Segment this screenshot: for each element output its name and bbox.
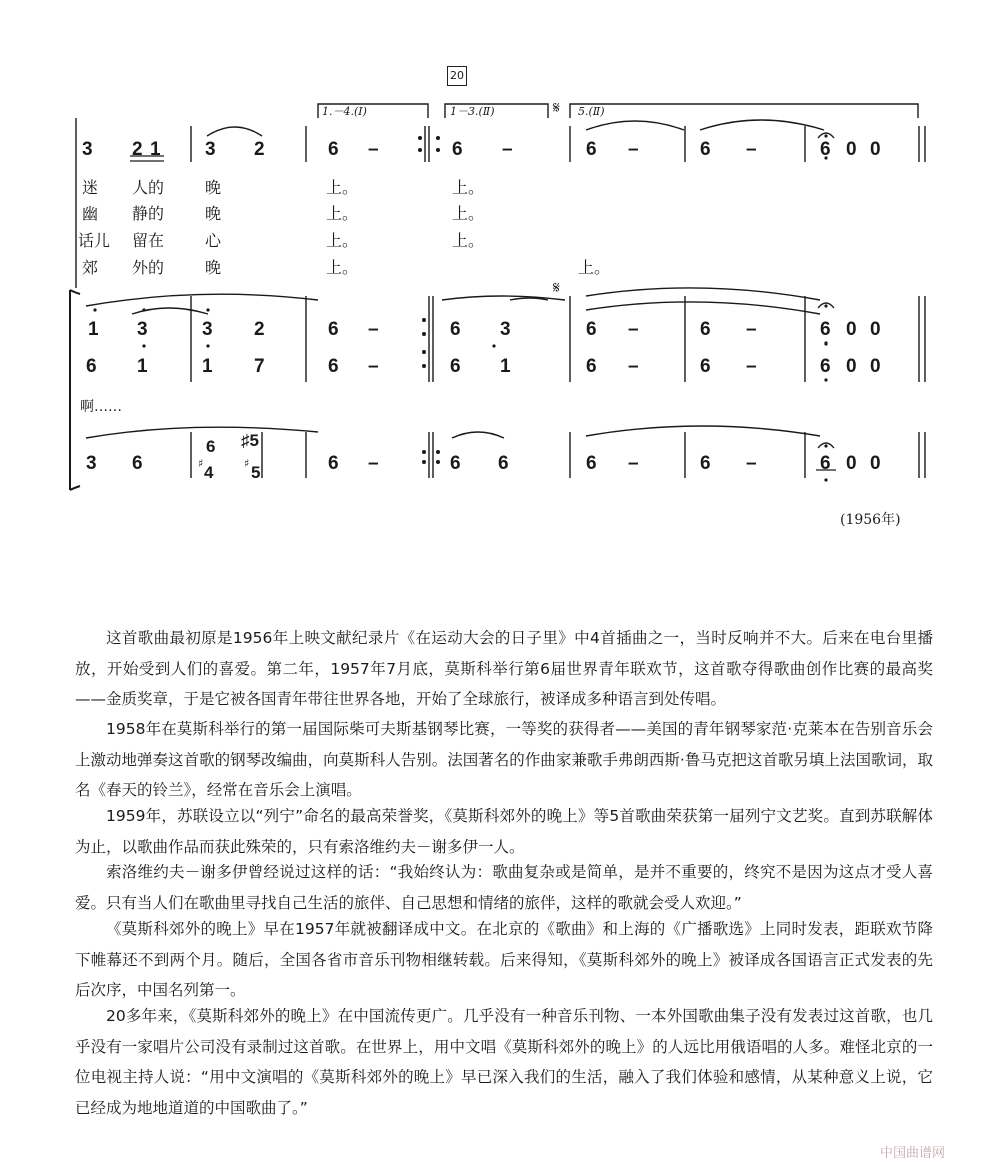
harmony-lower-note: 7 <box>254 356 265 377</box>
harmony-upper-note: – <box>368 319 379 340</box>
paragraph: 1959年，苏联设立以“列宁”命名的最高荣誉奖，《莫斯科郊外的晚上》等5首歌曲荣获第一届列宁文艺奖。直到苏联解体为止，以歌曲作品而获此殊荣的，只有索洛维约夫－谢多伊一人。 <box>75 807 933 856</box>
melody-note: 1 <box>150 139 161 160</box>
harmony-lower-note: 1 <box>202 356 213 377</box>
bass-note: 6 <box>820 453 831 474</box>
paragraph: 20多年来，《莫斯科郊外的晚上》在中国流传更广。几乎没有一种音乐刊物、一本外国歌曲集子没有发表过这首歌，也几乎没有一家唱片公司没有录制过这首歌。在世界上，用中文唱《莫斯科郊外的晚上》的人远比用俄语唱的人多。难怪北京的一位电视主持人说：“用中文演唱的《莫斯科郊外的晚上》早已深入我们的生活，融入了我们体验和感情，从某种意义上说，它已经成为地地道道的中国歌曲了。” <box>75 1007 933 1117</box>
harmony-lower-note: 6 <box>450 356 461 377</box>
harmony-lower-note: – <box>746 356 757 377</box>
bass-note: 4 <box>204 463 214 482</box>
system-bracket <box>70 290 80 490</box>
harmony-lower-note: – <box>628 356 639 377</box>
bass-note: – <box>746 453 757 474</box>
bass-note: 5 <box>251 463 261 482</box>
harmony-lower-note: 6 <box>586 356 597 377</box>
paragraph: 1958年在莫斯科举行的第一届国际柴可夫斯基钢琴比赛，一等奖的获得者——美国的青年钢琴家范·克莱本在告别音乐会上激动地弹奏这首歌的钢琴改编曲，向莫斯科人告别。法国著名的作曲家兼歌手弗朗西斯·鲁马克把这首歌另填上法国歌词，取名《春天的铃兰》，经常在音乐会上演唱。 <box>75 720 933 799</box>
harmony-lower-note: 1 <box>137 356 148 377</box>
bass-note: 6 <box>132 453 143 474</box>
bass-note: 6 <box>450 453 461 474</box>
bass-note: 6 <box>700 453 711 474</box>
paragraph: 《莫斯科郊外的晚上》早在1957年就被翻译成中文。在北京的《歌曲》和上海的《广播歌选》上同时发表，距联欢节降下帷幕还不到两个月。随后，全国各省市音乐刊物相继转载。后来得知，《莫斯科郊外的晚上》被译成各国语言正式发表的先后次序，中国名列第一。 <box>75 920 933 999</box>
harmony-upper-note: 2 <box>254 319 265 340</box>
bass-note: 0 <box>846 453 857 474</box>
harmony-upper-note: 1 <box>88 319 99 340</box>
bass-note: 6 <box>206 437 216 456</box>
bass-note: 6 <box>328 453 339 474</box>
harmony-upper-note: 3 <box>137 319 148 340</box>
harmony-upper-note: 6 <box>820 319 831 340</box>
harmony-upper-note: 0 <box>870 319 881 340</box>
bass-note: – <box>368 453 379 474</box>
ah-lyric: 啊…… <box>80 399 122 415</box>
harmony-upper-note: 6 <box>328 319 339 340</box>
harmony-lower-note: 1 <box>500 356 511 377</box>
bass-note: 3 <box>86 453 97 474</box>
sharp-sign: ♯ <box>198 457 204 470</box>
melody-note: 0 <box>846 139 857 160</box>
melody-note: – <box>628 139 639 160</box>
volta-label-3: 5.(Ⅱ) <box>578 105 605 118</box>
melody-note: – <box>502 139 513 160</box>
melody-note: 6 <box>700 139 711 160</box>
harmony-upper-note: 0 <box>846 319 857 340</box>
melody-note: 6 <box>820 139 831 160</box>
melody-note: 6 <box>586 139 597 160</box>
paragraph: 索洛维约夫－谢多伊曾经说过这样的话：“我始终认为：歌曲复杂或是简单，是并不重要的，终究不是因为这点才受人喜爱。只有当人们在歌曲里寻找自己生活的旅伴、自己思想和情绪的旅伴，这样的歌就会受人欢迎。” <box>75 863 933 912</box>
melody-note: – <box>368 139 379 160</box>
bass-note: 6 <box>498 453 509 474</box>
melody-note: 2 <box>132 139 143 160</box>
segno-mark: 𝄋 <box>553 98 560 117</box>
bass-note: 0 <box>870 453 881 474</box>
harmony-lower-note: 0 <box>870 356 881 377</box>
melody-note: 3 <box>205 139 216 160</box>
melody-note: – <box>746 139 757 160</box>
harmony-upper-note: 3 <box>500 319 511 340</box>
harmony-upper-note: – <box>628 319 639 340</box>
paragraph: 这首歌曲最初原是1956年上映文献纪录片《在运动大会的日子里》中4首插曲之一，当时反响并不大。后来在电台里播放，开始受到人们的喜爱。第二年，1957年7月底，莫斯科举行第6届世界青年联欢节，这首歌夺得歌曲创作比赛的最高奖——金质奖章，于是它被各国青年带往世界各地，开始了全球旅行，被译成多种语言到处传唱。 <box>75 629 933 708</box>
harmony-upper-note: – <box>746 319 757 340</box>
bass-note: – <box>628 453 639 474</box>
harmony-upper-note: 6 <box>450 319 461 340</box>
sharp-sign: ♯ <box>244 457 250 470</box>
harmony-lower-note: 0 <box>846 356 857 377</box>
harmony-upper-note: 6 <box>700 319 711 340</box>
volta-bracket-3 <box>570 104 918 118</box>
melody-note: 2 <box>254 139 265 160</box>
melody-note: 0 <box>870 139 881 160</box>
bass-note: ♯5 <box>241 431 259 450</box>
bass-note: 6 <box>586 453 597 474</box>
harmony-lower-note: 6 <box>700 356 711 377</box>
volta-label-1: 1.－4.(Ⅰ) <box>322 105 367 118</box>
harmony-lower-note: – <box>368 356 379 377</box>
harmony-upper-note: 3 <box>202 319 213 340</box>
year-note: (1956年) <box>840 512 901 528</box>
melody-note: 6 <box>452 139 463 160</box>
melody-note: 6 <box>328 139 339 160</box>
melody-note: 3 <box>82 139 93 160</box>
watermark: 中国曲谱网 <box>880 1146 946 1161</box>
volta-label-2: 1－3.(Ⅱ) <box>450 105 495 118</box>
harmony-lower-note: 6 <box>820 356 831 377</box>
segno-mark: 𝄋 <box>553 278 560 297</box>
harmony-lower-note: 6 <box>86 356 97 377</box>
harmony-upper-note: 6 <box>586 319 597 340</box>
harmony-lower-note: 6 <box>328 356 339 377</box>
page-number: 20 <box>447 66 467 86</box>
